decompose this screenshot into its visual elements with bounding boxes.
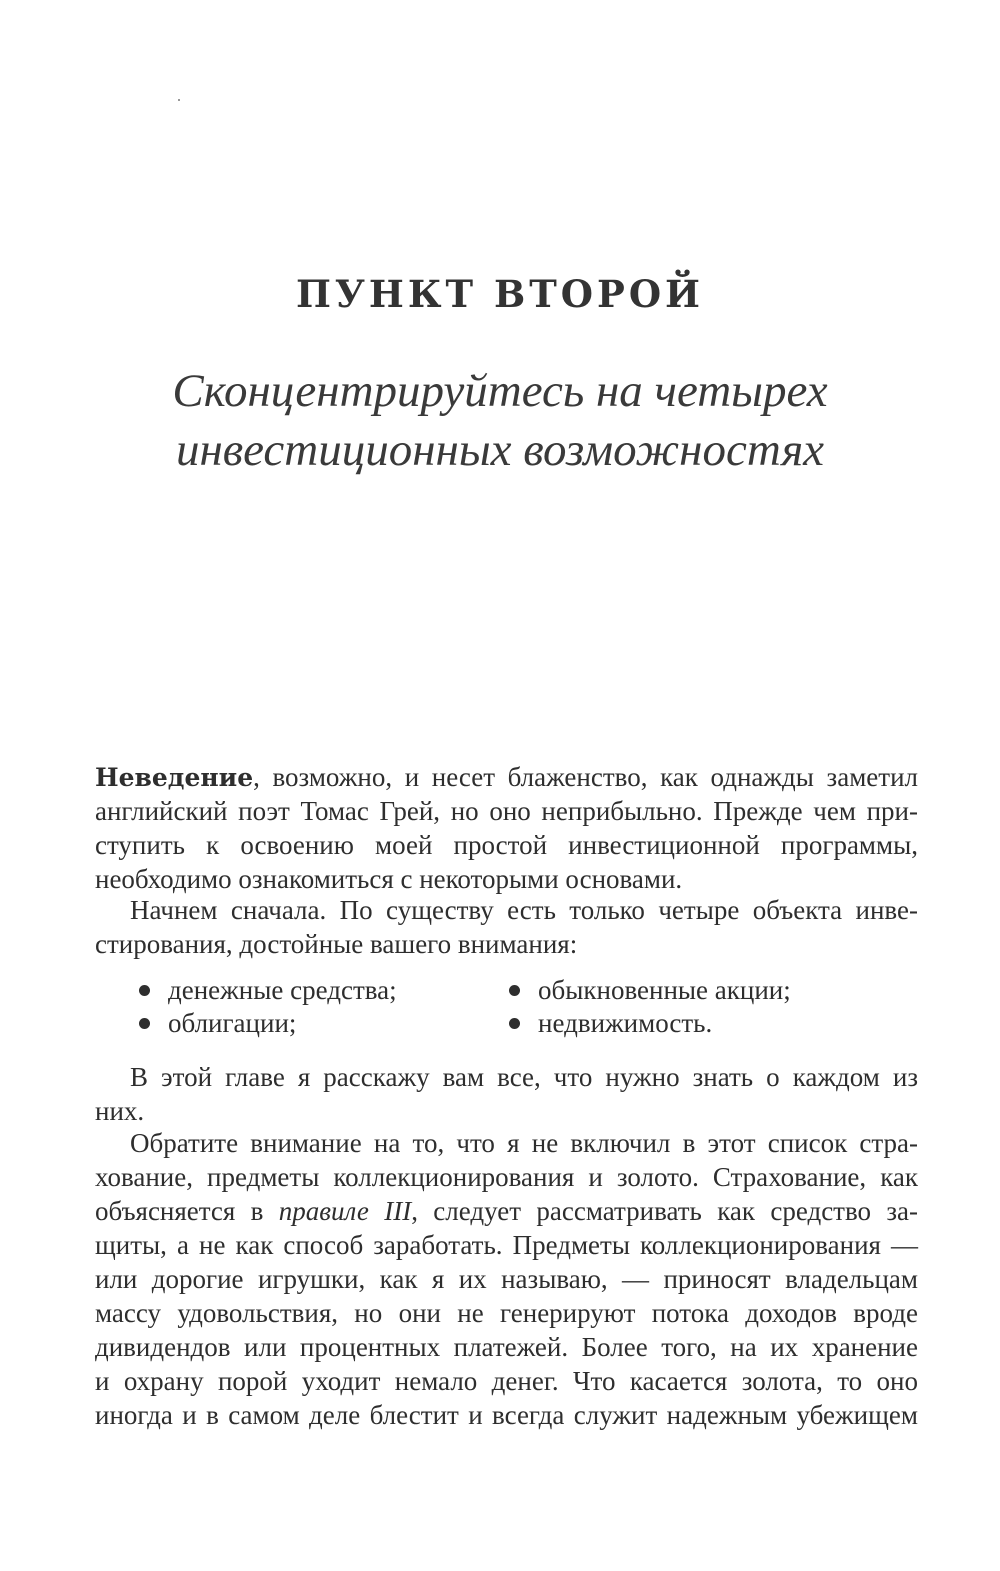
paragraph-line-text: , возможно, и несет блаженство, как однажды заметил — [253, 762, 918, 792]
bullet-dot-icon — [509, 985, 520, 996]
bullet-item — [509, 973, 791, 1007]
paragraph-3 — [95, 1060, 918, 1128]
bullet-text: недвижимость. — [538, 1008, 713, 1038]
scan-speck — [178, 99, 180, 101]
paragraph-line-text: , следует рассматривать как средство за- — [411, 1196, 919, 1226]
paragraph-line: ступить к освоению моей простой инвестиционной программы, — [95, 830, 918, 860]
paragraph-line: хование, предметы коллекционирования и золото. Страхование, как — [95, 1162, 918, 1192]
paragraph-line: Обратите внимание на то, что я не включил в этот список стра- — [130, 1128, 918, 1158]
bullet-text: обыкновенные акции; — [538, 975, 791, 1005]
bullet-text: денежные средства; — [168, 975, 397, 1005]
paragraph-line: массу удовольствия, но они не генерируют потока доходов вроде — [95, 1298, 918, 1328]
paragraph-line: В этой главе я расскажу вам все, что нужно знать о каждом из — [130, 1062, 918, 1092]
paragraph-line: иногда и в самом деле блестит и всегда служит надежным убежищем — [95, 1400, 918, 1430]
bullet-item — [509, 1006, 712, 1040]
paragraph-line: Начнем сначала. По существу есть только четыре объекта инве- — [130, 895, 918, 925]
bullet-item — [139, 1006, 296, 1040]
bullet-dot-icon — [139, 985, 150, 996]
paragraph-line — [95, 760, 918, 794]
bullet-dot-icon — [509, 1018, 520, 1029]
paragraph-line: них. — [95, 1096, 145, 1126]
chapter-subtitle — [0, 362, 1000, 480]
paragraph-1 — [95, 760, 918, 896]
subtitle-line: инвестиционных возможностях — [175, 424, 825, 476]
paragraph-line: дивидендов или процентных платежей. Более того, на их хранение — [95, 1332, 918, 1362]
paragraph-line: или дорогие игрушки, как я их называю, — приносят владельцам — [95, 1264, 918, 1294]
rule-reference: правиле III — [278, 1196, 412, 1226]
bullet-list — [135, 973, 925, 1043]
paragraph-line: стирования, достойные вашего внимания: — [95, 929, 578, 959]
chapter-heading: ПУНКТ ВТОРОЙ — [295, 272, 705, 316]
paragraph-line: и охрану порой уходит немало денег. Что касается золота, то оно — [95, 1366, 918, 1396]
paragraph-line — [95, 1194, 918, 1228]
bullet-text: облигации; — [168, 1008, 297, 1038]
paragraph-4 — [95, 1126, 918, 1432]
paragraph-line: английский поэт Томас Грей, но оно неприбыльно. Прежде чем при- — [95, 796, 918, 826]
subtitle-line: Сконцентрируйтесь на четырех — [172, 365, 828, 417]
lead-word: Неведение — [95, 763, 254, 792]
paragraph-line: щиты, а не как способ заработать. Предметы коллекционирования — — [95, 1230, 918, 1260]
paragraph-2 — [95, 893, 918, 961]
bullet-item — [139, 973, 397, 1007]
paragraph-line: необходимо ознакомиться с некоторыми основами. — [95, 864, 683, 894]
paragraph-line-text: объясняется в — [95, 1196, 279, 1226]
bullet-dot-icon — [139, 1018, 150, 1029]
